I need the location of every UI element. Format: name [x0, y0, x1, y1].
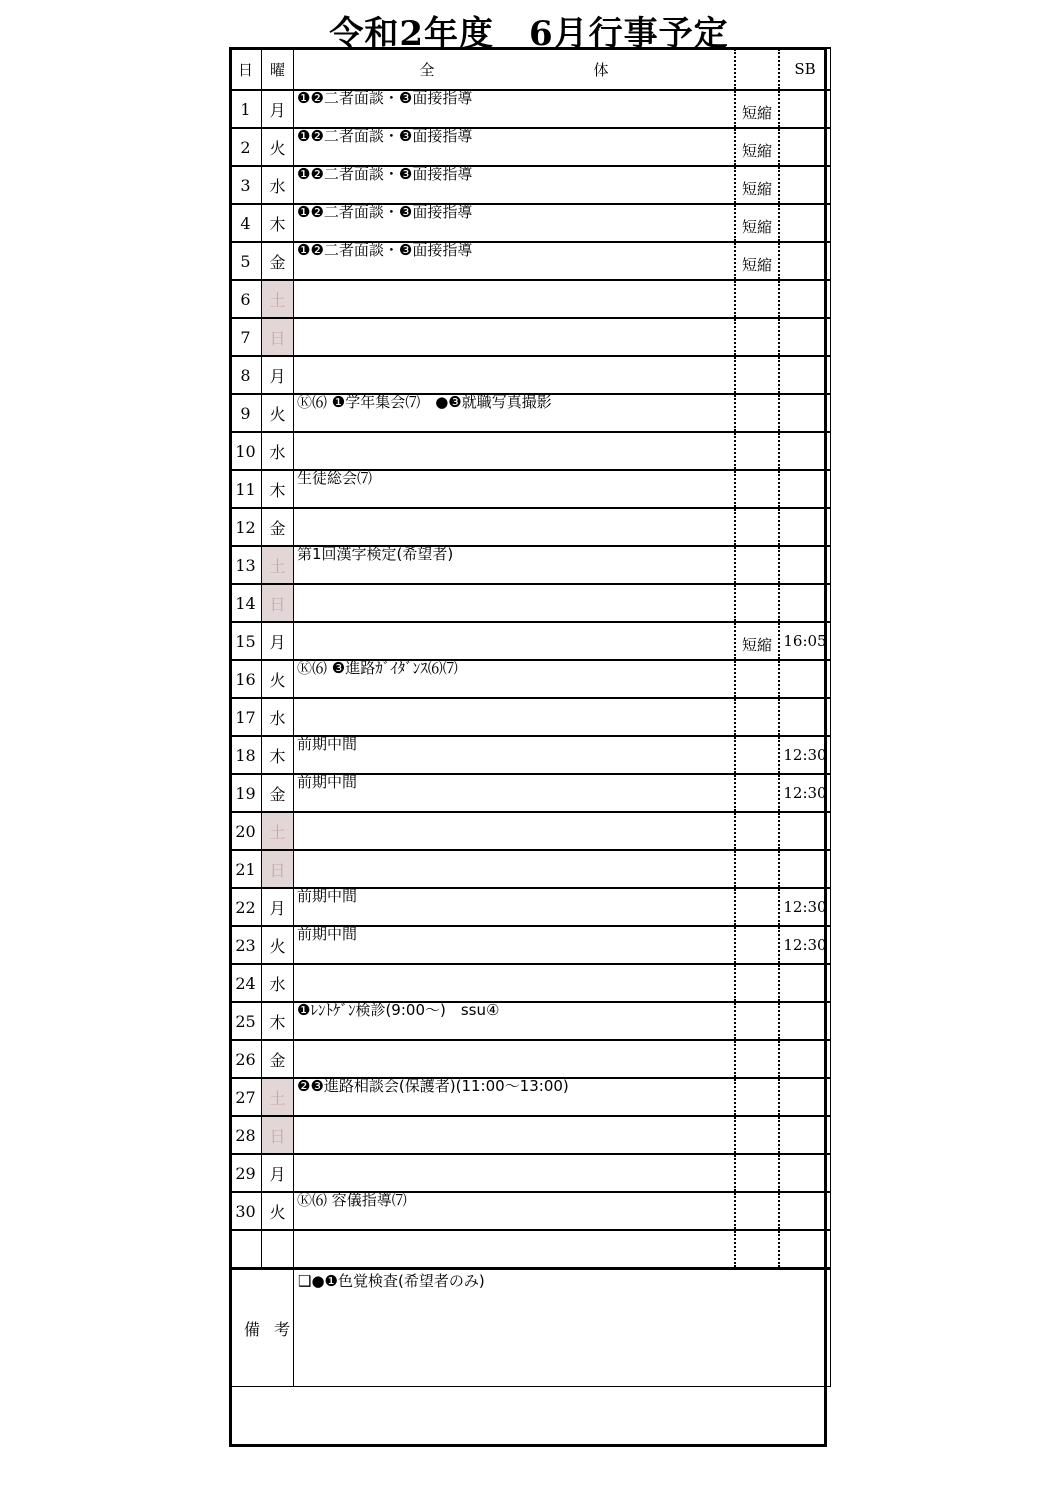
- event-text: ❶❷二者面談・❸面接指導: [297, 165, 473, 183]
- short-day-text: 短縮: [741, 103, 772, 122]
- day-of-week: 月: [262, 622, 294, 660]
- event-text: 前期中間: [297, 887, 358, 905]
- event-text: 第1回漢字検定(希望者): [297, 545, 454, 563]
- day-of-week: 日: [262, 584, 294, 622]
- day-of-week: 日: [262, 318, 294, 356]
- day-of-week: 月: [262, 90, 294, 128]
- day-number: 21: [230, 850, 262, 888]
- day-of-week: 月: [262, 1154, 294, 1192]
- day-number: 22: [230, 888, 262, 926]
- page-title: 令和2年度 6月行事予定: [329, 14, 729, 54]
- day-number: 24: [230, 964, 262, 1002]
- sb-time: 12:30: [779, 736, 831, 774]
- day-number: 1: [230, 90, 262, 128]
- short-day-text: 短縮: [741, 179, 772, 198]
- event-text: ❶❷二者面談・❸面接指導: [297, 203, 473, 221]
- event-text: ❷❸進路相談会(保護者)(11:00～13:00): [297, 1077, 569, 1095]
- sb-time: 16:05: [779, 622, 831, 660]
- day-of-week: 水: [262, 964, 294, 1002]
- day-number: 13: [230, 546, 262, 584]
- day-number: 11: [230, 470, 262, 508]
- day-number: 18: [230, 736, 262, 774]
- day-of-week: 水: [262, 698, 294, 736]
- day-number: 2: [230, 128, 262, 166]
- event-text: 前期中間: [297, 925, 358, 943]
- day-number: 28: [230, 1116, 262, 1154]
- short-day-text: 短縮: [741, 635, 772, 654]
- day-of-week: 月: [262, 356, 294, 394]
- sb-time: 12:30: [779, 926, 831, 964]
- notes-label: 備考: [230, 1269, 294, 1387]
- header-sb: SB: [779, 48, 831, 90]
- day-of-week: 日: [262, 1116, 294, 1154]
- day-number: 5: [230, 242, 262, 280]
- day-number: 23: [230, 926, 262, 964]
- header-day: 日: [230, 48, 262, 90]
- event-text: 前期中間: [297, 735, 358, 753]
- day-of-week: 火: [262, 128, 294, 166]
- day-of-week: 木: [262, 1002, 294, 1040]
- short-day-text: 短縮: [741, 255, 772, 274]
- event-text: 前期中間: [297, 773, 358, 791]
- day-number: 16: [230, 660, 262, 698]
- day-number: 27: [230, 1078, 262, 1116]
- event-text: Ⓚ⑹ ❸進路ｶﾞｲﾀﾞﾝｽ⑹⑺: [297, 659, 458, 677]
- day-number: 7: [230, 318, 262, 356]
- day-of-week: 金: [262, 1040, 294, 1078]
- sb-time: 12:30: [779, 888, 831, 926]
- day-number: 17: [230, 698, 262, 736]
- header-all-label: 全 体: [419, 60, 681, 79]
- event-text: Ⓚ⑹ 容儀指導⑺: [297, 1191, 407, 1209]
- day-of-week: 金: [262, 774, 294, 812]
- day-of-week: 水: [262, 166, 294, 204]
- event-text: 生徒総会⑺: [297, 469, 373, 487]
- day-of-week: 木: [262, 470, 294, 508]
- day-number: 14: [230, 584, 262, 622]
- day-of-week: 日: [262, 850, 294, 888]
- day-of-week: 月: [262, 888, 294, 926]
- day-of-week: 火: [262, 394, 294, 432]
- day-of-week: 火: [262, 926, 294, 964]
- day-number: 9: [230, 394, 262, 432]
- day-of-week: 金: [262, 508, 294, 546]
- sb-time: 12:30: [779, 774, 831, 812]
- notes-text: ❑●❶色覚検査(希望者のみ): [298, 1272, 485, 1290]
- day-of-week: 土: [262, 1078, 294, 1116]
- day-number: 19: [230, 774, 262, 812]
- short-day-text: 短縮: [741, 217, 772, 236]
- day-number: 6: [230, 280, 262, 318]
- event-text: ❶❷二者面談・❸面接指導: [297, 127, 473, 145]
- day-of-week: 火: [262, 1192, 294, 1230]
- day-number: 26: [230, 1040, 262, 1078]
- day-number: 12: [230, 508, 262, 546]
- event-text: Ⓚ⑹ ❶学年集会⑺ ●❸就職写真撮影: [297, 393, 552, 411]
- day-number: 4: [230, 204, 262, 242]
- day-number: 29: [230, 1154, 262, 1192]
- header-dow: 曜: [262, 48, 294, 90]
- event-text: ❶❷二者面談・❸面接指導: [297, 89, 473, 107]
- event-text: ❶❷二者面談・❸面接指導: [297, 241, 473, 259]
- day-number: 8: [230, 356, 262, 394]
- day-of-week: 金: [262, 242, 294, 280]
- short-day-text: 短縮: [741, 141, 772, 160]
- day-number: 10: [230, 432, 262, 470]
- day-number: 30: [230, 1192, 262, 1230]
- day-of-week: 土: [262, 812, 294, 850]
- day-number: 15: [230, 622, 262, 660]
- day-of-week: 水: [262, 432, 294, 470]
- day-of-week: 土: [262, 546, 294, 584]
- day-number: 25: [230, 1002, 262, 1040]
- day-of-week: 木: [262, 204, 294, 242]
- day-of-week: 土: [262, 280, 294, 318]
- day-number: 3: [230, 166, 262, 204]
- day-number: 20: [230, 812, 262, 850]
- event-text: ❶ﾚﾝﾄｹﾞﾝ検診(9:00～) ssu④: [297, 1001, 500, 1019]
- day-of-week: 火: [262, 660, 294, 698]
- day-of-week: 木: [262, 736, 294, 774]
- table-frame: [229, 47, 827, 1447]
